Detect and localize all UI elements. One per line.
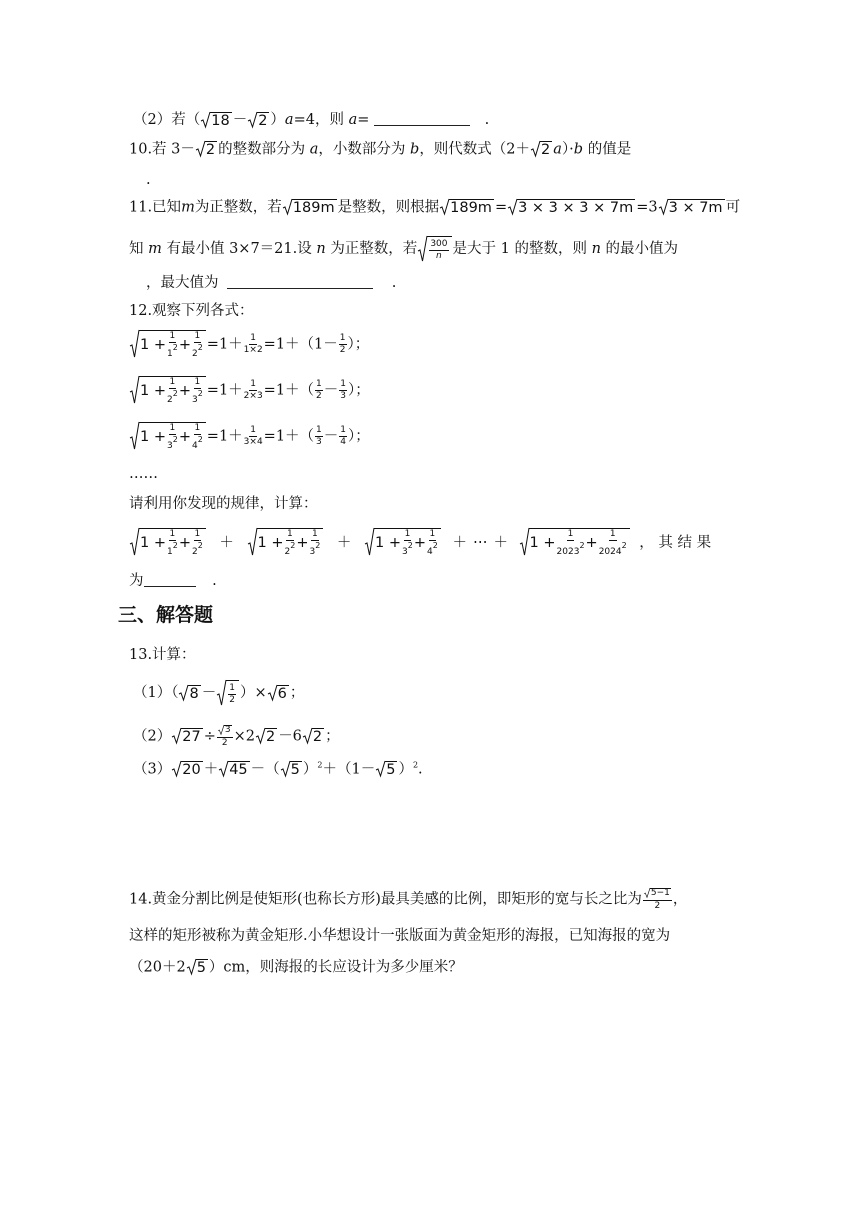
fraction bbox=[427, 530, 438, 557]
text: 的整数部分为 bbox=[218, 141, 306, 158]
radicand: 3 × 3 × 3 × 7m bbox=[518, 200, 634, 216]
q10-line2 bbox=[146, 173, 151, 188]
sqrt-expansion bbox=[508, 199, 635, 216]
text: －（ bbox=[250, 761, 280, 778]
q12-result-line bbox=[129, 572, 217, 589]
q11-line1 bbox=[129, 199, 740, 216]
sqrt-45 bbox=[219, 761, 249, 778]
numerator: 1 bbox=[194, 529, 201, 539]
text: （1）（ bbox=[133, 685, 179, 701]
radicand: 45 bbox=[229, 762, 248, 778]
fraction bbox=[167, 530, 178, 557]
fraction-sqrt3-over-2 bbox=[217, 725, 233, 748]
denominator: 3 bbox=[166, 441, 173, 451]
sqrt-3x7m bbox=[659, 199, 725, 216]
exponent: 2 bbox=[412, 760, 419, 770]
text: 这样的矩形被称为黄金矩形.小华想设计一张版面为黄金矩形的海报，已知海报的宽为 bbox=[129, 928, 671, 944]
radicand: 5 bbox=[386, 762, 396, 778]
sqrt-sum bbox=[130, 376, 206, 405]
numerator: 1 bbox=[194, 423, 201, 433]
text: = bbox=[357, 112, 370, 128]
variable-m: m bbox=[148, 241, 162, 257]
radicand: 5 bbox=[290, 762, 300, 778]
text: 12.观察下列各式： bbox=[129, 303, 254, 319]
sqrt-2 bbox=[531, 141, 552, 158]
denominator: 3 bbox=[191, 395, 198, 405]
fraction bbox=[228, 684, 236, 705]
text: 的值是 bbox=[587, 141, 632, 158]
text: ＋ bbox=[203, 761, 219, 778]
q12-row-3 bbox=[129, 422, 370, 451]
radicand: 27 bbox=[182, 729, 201, 745]
fraction bbox=[192, 424, 203, 451]
q12-instruction bbox=[129, 497, 318, 512]
denominator: 3 bbox=[309, 547, 316, 557]
text: 为正整数，若 bbox=[194, 199, 282, 216]
sqrt-5 bbox=[281, 761, 302, 778]
numerator: 1 bbox=[340, 379, 347, 389]
sqrt-2 bbox=[256, 728, 277, 745]
radicand: 3 × 7m bbox=[668, 200, 723, 216]
text: . bbox=[212, 573, 217, 589]
text: 有最小值 3×7＝21.设 bbox=[166, 241, 312, 257]
text: ⋯ bbox=[472, 534, 488, 551]
fraction bbox=[402, 530, 413, 557]
q12-sum-line bbox=[129, 528, 711, 557]
radicand: 20 bbox=[182, 762, 201, 778]
sqrt-term-1 bbox=[130, 528, 206, 557]
fraction bbox=[167, 378, 178, 405]
exponent: 2 bbox=[172, 389, 178, 398]
q11-line2 bbox=[129, 236, 678, 262]
text: ）； bbox=[348, 428, 370, 445]
text: ＋ bbox=[336, 534, 352, 551]
fraction bbox=[192, 332, 203, 359]
numerator: 300 bbox=[430, 238, 448, 249]
sqrt-8 bbox=[179, 685, 200, 702]
denominator: 4 bbox=[191, 441, 198, 451]
answer-blank[interactable] bbox=[144, 572, 196, 587]
exponent: 2 bbox=[197, 541, 203, 550]
text: － bbox=[323, 428, 339, 445]
variable-m: m bbox=[181, 199, 195, 216]
text: 是大于 1 的整数，则 bbox=[452, 241, 587, 257]
radicand: 18 bbox=[211, 112, 230, 129]
fraction bbox=[192, 530, 203, 557]
radicand: 8 bbox=[189, 685, 199, 702]
fraction bbox=[429, 240, 448, 261]
section-heading bbox=[118, 606, 213, 625]
numerator: 1 bbox=[429, 529, 436, 539]
exponent: 2 bbox=[197, 389, 203, 398]
text: + bbox=[296, 535, 309, 552]
fraction bbox=[339, 426, 347, 447]
variable-a: a bbox=[348, 112, 358, 128]
sqrt-189m bbox=[283, 199, 337, 216]
numerator: 1 bbox=[169, 423, 176, 433]
numerator: 1 bbox=[339, 333, 346, 343]
denominator: 1 bbox=[166, 349, 173, 359]
numerator: 1 bbox=[250, 379, 257, 389]
numerator: 1 bbox=[287, 529, 293, 539]
minus: － bbox=[232, 112, 248, 128]
denominator: 2 bbox=[191, 349, 198, 359]
denominator: 1×2 bbox=[243, 345, 263, 355]
text: ）； bbox=[348, 382, 370, 399]
text: ÷ bbox=[203, 728, 216, 745]
denominator: 2 bbox=[221, 737, 228, 748]
fraction bbox=[315, 426, 323, 447]
denominator: 4 bbox=[340, 437, 347, 447]
fraction bbox=[244, 426, 263, 447]
text: － bbox=[323, 382, 339, 399]
text: 1 + bbox=[140, 535, 166, 552]
exponent: 2 bbox=[621, 541, 627, 550]
radicand: 6 bbox=[277, 685, 287, 702]
text: ＋（1－ bbox=[322, 761, 376, 778]
variable-a: a bbox=[284, 112, 294, 128]
text: ，小数部分为 bbox=[318, 141, 406, 158]
text: ） bbox=[398, 761, 413, 778]
text: （3） bbox=[133, 761, 172, 778]
variable-n: n bbox=[316, 241, 326, 257]
text: =1＋ bbox=[206, 382, 243, 399]
text: 1 + bbox=[529, 535, 556, 552]
text: ， 其 结 果 bbox=[639, 534, 712, 551]
fraction bbox=[315, 380, 323, 401]
numerator: 1 bbox=[229, 682, 235, 693]
fraction bbox=[192, 378, 203, 405]
sqrt-189m bbox=[440, 199, 494, 216]
fraction bbox=[339, 380, 347, 401]
exponent: 2 bbox=[197, 343, 203, 352]
exponent: 2 bbox=[197, 435, 203, 444]
text: + bbox=[178, 535, 191, 552]
numerator: 1 bbox=[404, 529, 411, 539]
sqrt-2 bbox=[248, 112, 269, 129]
denominator: 2 bbox=[284, 547, 291, 557]
text: （2） bbox=[133, 728, 172, 745]
text: + bbox=[178, 337, 191, 354]
denominator: 2 bbox=[316, 391, 322, 401]
text: ，则代数式（2＋ bbox=[419, 141, 531, 158]
text: . bbox=[391, 275, 397, 291]
numerator: 1 bbox=[169, 529, 176, 539]
q12-row-2 bbox=[129, 376, 370, 405]
q13-part3 bbox=[133, 761, 423, 778]
exponent: 2 bbox=[317, 760, 323, 770]
radicand: 189m bbox=[450, 200, 492, 216]
text: ，最大值为 bbox=[146, 275, 219, 291]
text: 可 bbox=[725, 199, 741, 216]
fraction bbox=[599, 530, 627, 557]
q9-part2 bbox=[133, 111, 489, 128]
q12-row-1 bbox=[129, 330, 369, 359]
text: =1＋（1－ bbox=[263, 336, 338, 353]
sqrt-6 bbox=[268, 685, 289, 702]
sqrt-20 bbox=[172, 761, 202, 778]
sqrt-term-n bbox=[520, 528, 630, 557]
denominator: 2 bbox=[229, 694, 235, 705]
radicand: 5 bbox=[196, 960, 206, 976]
numerator: 1 bbox=[316, 425, 322, 435]
numerator: 1 bbox=[169, 377, 176, 387]
variable-b: b bbox=[410, 141, 420, 158]
text: ＋ bbox=[452, 534, 467, 551]
denominator: 2024 bbox=[598, 547, 622, 557]
text: ） bbox=[302, 761, 318, 778]
sqrt-sum bbox=[130, 422, 206, 451]
exponent: 2 bbox=[172, 541, 178, 550]
numerator: 1 bbox=[312, 529, 318, 539]
text: 的最小值为 bbox=[605, 241, 679, 257]
text: =4，则 bbox=[293, 112, 344, 128]
text: + bbox=[178, 429, 191, 446]
q13-part2 bbox=[133, 725, 340, 748]
exponent: 2 bbox=[407, 541, 413, 550]
text: + bbox=[585, 535, 598, 552]
text: ， bbox=[672, 891, 688, 908]
sqrt-3 bbox=[218, 725, 232, 735]
text: . bbox=[146, 172, 151, 188]
text: . bbox=[484, 112, 490, 128]
denominator: 2023 bbox=[556, 547, 580, 557]
variable-a: a bbox=[309, 141, 319, 158]
text: =1＋（ bbox=[263, 428, 315, 445]
radicand: 189m bbox=[292, 200, 335, 216]
denominator: 1 bbox=[166, 547, 173, 557]
denominator: 3 bbox=[402, 547, 408, 557]
radicand: 2 bbox=[541, 142, 551, 158]
exponent: 2 bbox=[172, 435, 178, 444]
denominator: 2 bbox=[654, 900, 661, 911]
radicand: 2 bbox=[205, 142, 216, 158]
denominator: 4 bbox=[427, 547, 433, 557]
fraction bbox=[167, 332, 178, 359]
text: ） bbox=[270, 112, 285, 128]
text: 14.黄金分割比例是使矩形(也称长方形)最具美感的比例，即矩形的宽与长之比为 bbox=[129, 891, 642, 908]
denominator: 3×4 bbox=[243, 437, 263, 447]
radicand: 5−1 bbox=[650, 888, 670, 898]
q14-line2 bbox=[129, 929, 670, 944]
denominator: 3 bbox=[316, 437, 322, 447]
text: + bbox=[413, 535, 426, 552]
radicand: 3 bbox=[224, 725, 231, 735]
sqrt-half bbox=[217, 680, 239, 706]
text: 1 + bbox=[140, 337, 166, 354]
text: ＋ bbox=[493, 534, 508, 551]
radicand: 2 bbox=[265, 729, 276, 745]
q14-line1 bbox=[129, 888, 687, 911]
sqrt-2 bbox=[196, 141, 217, 158]
q13-part1 bbox=[133, 680, 304, 706]
q12-title bbox=[129, 304, 254, 319]
text: =1＋（ bbox=[263, 382, 315, 399]
sqrt-300-over-n bbox=[418, 236, 451, 262]
text: …… bbox=[129, 466, 158, 482]
text: + bbox=[178, 383, 191, 400]
numerator: 1 bbox=[609, 529, 616, 539]
sqrt-term-2 bbox=[248, 528, 324, 557]
q12-ellipsis bbox=[129, 467, 158, 482]
text: 11.已知 bbox=[129, 199, 182, 216]
text: 1 + bbox=[140, 429, 166, 446]
denominator: 2 bbox=[191, 547, 198, 557]
text: 为 bbox=[129, 573, 144, 589]
text: 1 + bbox=[257, 535, 284, 552]
fraction bbox=[244, 380, 263, 401]
answer-blank[interactable] bbox=[227, 274, 373, 289]
numerator: 1 bbox=[340, 425, 347, 435]
denominator: n bbox=[436, 250, 442, 261]
numerator: 1 bbox=[194, 377, 201, 387]
radicand: 2 bbox=[312, 729, 323, 745]
text: －6 bbox=[278, 728, 302, 745]
text: （20＋2 bbox=[129, 959, 186, 976]
text: =3 bbox=[636, 199, 658, 216]
variable-n: n bbox=[591, 241, 601, 257]
fraction bbox=[285, 530, 296, 557]
variable-b: b bbox=[573, 141, 584, 158]
text: ×2 bbox=[233, 728, 255, 745]
q11-line3 bbox=[146, 274, 396, 291]
text: =1＋ bbox=[206, 428, 243, 445]
text: ）× bbox=[239, 685, 267, 701]
text: － bbox=[201, 685, 217, 701]
fraction bbox=[244, 334, 263, 355]
fraction bbox=[339, 334, 347, 355]
numerator: 1 bbox=[194, 331, 201, 341]
q13-title bbox=[129, 648, 196, 663]
numerator: 1 bbox=[316, 379, 322, 389]
numerator: 1 bbox=[567, 529, 574, 539]
text: ； bbox=[289, 685, 305, 701]
sqrt-sum bbox=[130, 330, 206, 359]
text: ）· bbox=[561, 141, 574, 158]
denominator: 3 bbox=[340, 391, 347, 401]
sqrt-5 bbox=[644, 888, 671, 898]
text: 知 bbox=[129, 241, 144, 257]
denominator: 2 bbox=[166, 395, 173, 405]
answer-blank[interactable] bbox=[374, 111, 470, 126]
text: . bbox=[418, 761, 423, 778]
sqrt-term-3 bbox=[365, 528, 441, 557]
sqrt-27 bbox=[172, 728, 202, 745]
exponent: 2 bbox=[172, 343, 178, 352]
text: 为正整数，若 bbox=[330, 241, 418, 257]
text: =1＋ bbox=[206, 336, 243, 353]
q9-label: （2）若（ bbox=[133, 112, 201, 128]
q10-line1 bbox=[129, 141, 631, 158]
denominator: 2×3 bbox=[243, 391, 263, 401]
text: ）cm，则海报的长应设计为多少厘米？ bbox=[208, 959, 463, 976]
fraction bbox=[167, 424, 178, 451]
exponent: 2 bbox=[315, 541, 321, 550]
text: 1 + bbox=[140, 383, 166, 400]
text: 10.若 3－ bbox=[129, 141, 195, 158]
text: = bbox=[494, 199, 508, 216]
text: 是整数，则根据 bbox=[337, 199, 440, 216]
numerator: 1 bbox=[250, 425, 257, 435]
text: 三、解答题 bbox=[118, 604, 214, 626]
text: 1 + bbox=[375, 535, 402, 552]
text: ＋ bbox=[219, 534, 234, 551]
sqrt-5 bbox=[187, 959, 208, 976]
denominator: 2 bbox=[339, 345, 346, 355]
q14-line3 bbox=[129, 959, 463, 976]
sqrt-2 bbox=[303, 728, 324, 745]
text: ）； bbox=[347, 336, 370, 353]
radicand: 2 bbox=[258, 112, 268, 129]
exponent: 2 bbox=[579, 541, 585, 550]
numerator: 1 bbox=[169, 331, 176, 341]
variable-a: a bbox=[553, 141, 562, 158]
fraction-golden-ratio bbox=[643, 888, 672, 911]
text: 13.计算： bbox=[129, 647, 196, 663]
numerator: 1 bbox=[250, 333, 257, 343]
exponent: 2 bbox=[290, 541, 296, 550]
exponent: 2 bbox=[432, 541, 438, 550]
text: 请利用你发现的规律，计算： bbox=[129, 496, 318, 512]
sqrt-18 bbox=[201, 112, 231, 129]
sqrt-5 bbox=[376, 761, 397, 778]
fraction bbox=[309, 530, 320, 557]
text: ； bbox=[325, 728, 340, 745]
fraction bbox=[557, 530, 585, 557]
